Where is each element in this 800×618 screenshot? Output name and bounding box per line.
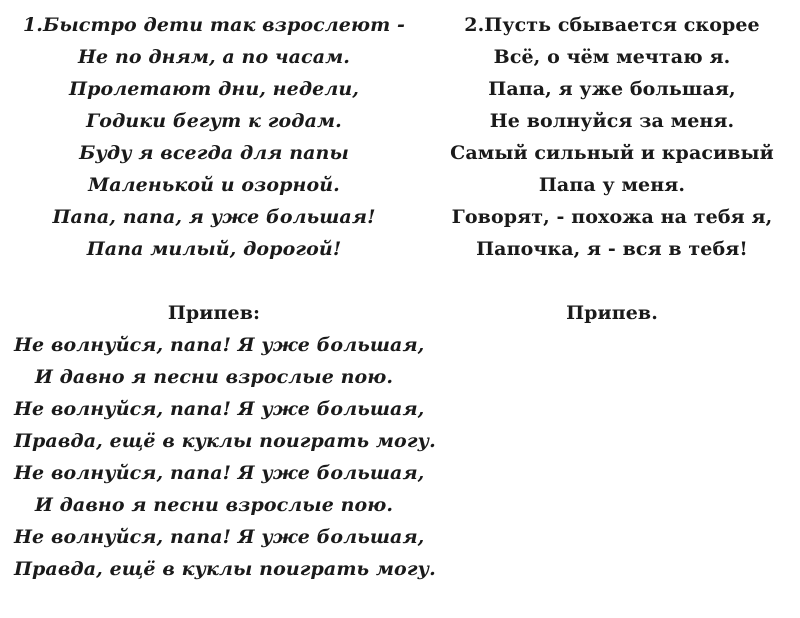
verse1-line: Маленькой и озорной. — [88, 174, 340, 196]
verse2-line: Не волнуйся за меня. — [489, 110, 735, 132]
verse1-line: Годики бегут к годам. — [86, 110, 342, 132]
verse1-line: Папа, папа, я уже большая! — [52, 206, 376, 228]
chorus-reference: Припев. — [566, 302, 658, 324]
chorus-line: Не волнуйся, папа! Я уже большая, — [14, 462, 425, 484]
verse1-line: Папа милый, дорогой! — [86, 238, 342, 260]
verse2-title: 2.Пусть сбывается скорее — [464, 14, 760, 36]
verse2-line: Всё, о чём мечтаю я. — [493, 46, 731, 68]
chorus-line: Не волнуйся, папа! Я уже большая, — [14, 526, 425, 548]
verse1-line: Пролетают дни, недели, — [69, 78, 359, 100]
verse2-line: Говорят, - похожа на тебя я, — [451, 206, 773, 228]
chorus-line: Правда, ещё в куклы поиграть могу. — [14, 430, 436, 452]
chorus-line: И давно я песни взрослые пою. — [34, 494, 394, 516]
verse1-title: 1.Быстро дети так взрослеют - — [22, 14, 406, 36]
stanza-gap — [424, 265, 800, 297]
verse1-line: Буду я всегда для папы — [79, 142, 349, 164]
chorus-line: Не волнуйся, папа! Я уже большая, — [14, 398, 425, 420]
chorus-title: Припев: — [167, 302, 261, 324]
verse2-line: Папа у меня. — [538, 174, 686, 196]
verse1-line: Не по дням, а по часам. — [77, 46, 350, 68]
verse2-line: Самый сильный и красивый — [450, 142, 774, 164]
stanza-gap — [14, 265, 414, 297]
verse2-line: Папа, я уже большая, — [488, 78, 736, 100]
left-column — [14, 9, 436, 585]
verse2-line: Папочка, я - вся в тебя! — [476, 238, 748, 260]
chorus-line: И давно я песни взрослые пою. — [34, 366, 394, 388]
chorus-line: Не волнуйся, папа! Я уже большая, — [14, 334, 425, 356]
right-column — [424, 9, 800, 329]
chorus-line: Правда, ещё в куклы поиграть могу. — [14, 558, 436, 580]
